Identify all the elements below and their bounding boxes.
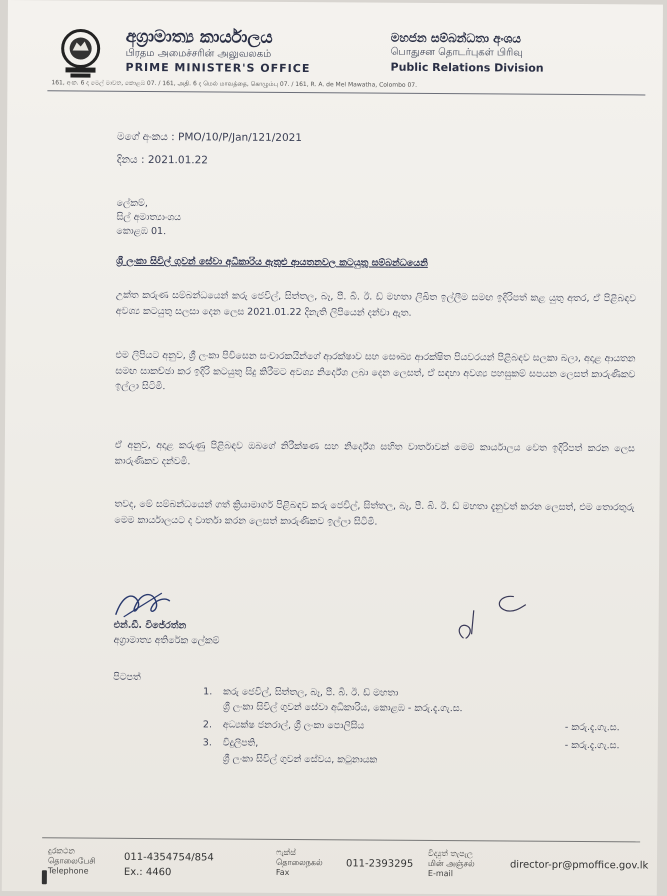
letter-date (117, 154, 208, 168)
reference-label: මගේ අංකය : (117, 130, 175, 144)
division-name-english: Public Relations Division (390, 60, 544, 75)
cc-item-number: 2. (202, 719, 213, 731)
fax-label-english: Fax (275, 867, 290, 877)
fax-label-sinhala: ෆැක්ස් (276, 847, 296, 858)
footer-tel-label (48, 846, 96, 876)
letter-page (2, 0, 663, 896)
cc-item-number: 3. (202, 737, 212, 749)
tel-label-english: Telephone (47, 866, 89, 876)
cc-item-line: විදුලිපති, (222, 737, 259, 749)
footer-divider (42, 837, 640, 842)
body-paragraph-2: එම ලිපියට අනුව, ශ්‍රී ලංකා පිවිසෙන සංචාරකයින්ගේ ආරක්ෂාව සහ සෞඛ්‍ය ආරක්ෂිත පියවරයන් පිළිබඳව සලකා බලා, අදාළ ආයතන සමඟ සාකච්ඡා කර ඉදිරි කටයුතු සිදු කිරීමට අවශ්‍ය නිර්දේශ ලබා දෙන ලෙසත්, ඒ සඳහා අවශ්‍ය පහසුකම් සපයන ලෙසත් කාරුණිකව ඉල්ලා සිටිමි. (115, 349, 636, 393)
addressee-line: ලේකම්, (116, 197, 148, 209)
body-paragraph-4: තවද, මේ සම්බන්ධයෙන් ගත් ක්‍රියාමාර්ග පිළිබඳව කරු ජෙවිල්, සිත්තල, බෑ, පී. බි. ඊ. ඩ් මහතා දැනුවත් කරන ලෙසත්, එම තොරතුරු මෙම කාර්යාලයට ද වාර්තා කරන ලෙසත් කාරුණිකව ඉල්ලා සිටිමි. (114, 498, 635, 528)
footer-fax-label (276, 848, 323, 878)
reference-number (117, 131, 302, 145)
tel-extension: Ex.: 4460 (123, 866, 172, 879)
org-name-tamil: பிரதம அமைச்சரின் அலுவலகம் (125, 47, 272, 60)
cc-item-line: කරු ජෙවිල්, සිත්තල, බෑ, පී. බි. ඊ. ඩ් මහතා (223, 686, 399, 699)
letter-subject: ශ්‍රී ලංකා සිවිල් ගුවන් සේවා අධිකාරිය ඇතුළු ආයතනවල කටයුතු සම්බන්ධයෙනි (116, 255, 428, 269)
addressee-line: කොළඹ 01. (116, 225, 167, 238)
signer-name: එන්.ඩී. විජේරත්න (113, 619, 187, 632)
tel-value: 011-4354754/854 (123, 851, 214, 864)
cc-item-note: - කරු.දැ.ගැ.ස. (564, 739, 620, 752)
date-value: 2021.01.22 (147, 153, 209, 167)
email-value: director-pr@pmoffice.gov.lk (509, 859, 649, 872)
org-name-sinhala: අග්‍රාමාත්‍ය කාර්යාලය (125, 26, 273, 48)
cc-item-line: ශ්‍රී ලංකා සිවිල් ගුවන් සේවා අධිකාරිය, කොළඹ - කරු.දැ.ගැ.ස. (223, 701, 463, 715)
org-name-english: PRIME MINISTER'S OFFICE (125, 60, 311, 76)
fax-label-tamil: தொலைநகல் (275, 857, 323, 868)
email-label-tamil: மின் அஞ்சல் (427, 858, 475, 869)
body-paragraph-3: ඒ අනුව, අදාළ කරුණු පිළිබඳව ඔබගේ නිරීක්ෂණ සහ නිර්දේශ සහිත වාර්තාවක් මෙම කාර්යාලය වෙත ඉදිරිපත් කරන ලෙස කාරුණිකව දන්වමි. (114, 439, 635, 467)
cc-label: පිටපත් (113, 671, 141, 683)
addressee-block (116, 197, 181, 239)
header-divider (47, 90, 645, 95)
email-label-sinhala: විද්‍යුත් තැපැල (428, 848, 473, 859)
addressee-line: සිල් අමාත්‍යාංශය (116, 211, 182, 224)
telephone-icon (42, 870, 47, 884)
tel-label-sinhala: දුරකථන (48, 846, 75, 856)
division-name-tamil: பொதுசன தொடர்புகள் பிரிவு (390, 46, 523, 59)
reference-value: PMO/10/P/Jan/121/2021 (177, 131, 303, 145)
email-label-english: E-mail (427, 868, 454, 879)
government-emblem-icon (57, 26, 103, 80)
division-name-sinhala: මහජන සම්බන්ධතා අංශය (390, 30, 521, 46)
cc-item-note: - කරු.දැ.ගැ.ස. (564, 721, 620, 734)
fax-value: 011-2393295 (345, 858, 414, 870)
handwritten-initials (454, 588, 534, 644)
signer-title: අග්‍රාමාත්‍ය අතිරේක ලේකම් (113, 634, 220, 647)
cc-item-line: අධ්‍යක්ෂ ජනරාල්, ශ්‍රී ලංකා පොලිසිය (222, 719, 365, 732)
footer-email-label (428, 849, 475, 879)
tel-label-tamil: தொலைபேசி (47, 856, 96, 866)
body-paragraph-1: උක්ත කරුණ සම්බන්ධයෙන් කරු ජෙවිල්, සිත්තල, බෑ, පී. බි. ඊ. ඩ් මහතා ලිඛිත ඉල්ලීම සමඟ ඉදිරිපත් කළ යුතු අතර, ඒ පිළිබඳව අවශ්‍ය කටයුතු සලසා දෙන ලෙස 2021.01.22 දිනැති ලිපියෙන් දන්වා ඇත. (115, 289, 636, 319)
handwritten-signature (112, 587, 172, 623)
cc-item-number: 1. (203, 686, 213, 698)
date-label: දිනය : (116, 153, 145, 166)
cc-item-line: ශ්‍රී ලංකා සිවිල් ගුවන් සේවය, කටුනායක (222, 753, 378, 766)
letterhead-address: 161, අංක. 6 ද මෙල් මාවත, කොළඹ 07. / 161, அதி. 6 ද மெல் மாவத்தை, கொழும்பு 07. / 161, R. A. de Mel Mawatha, Colombo 07. (51, 79, 418, 89)
